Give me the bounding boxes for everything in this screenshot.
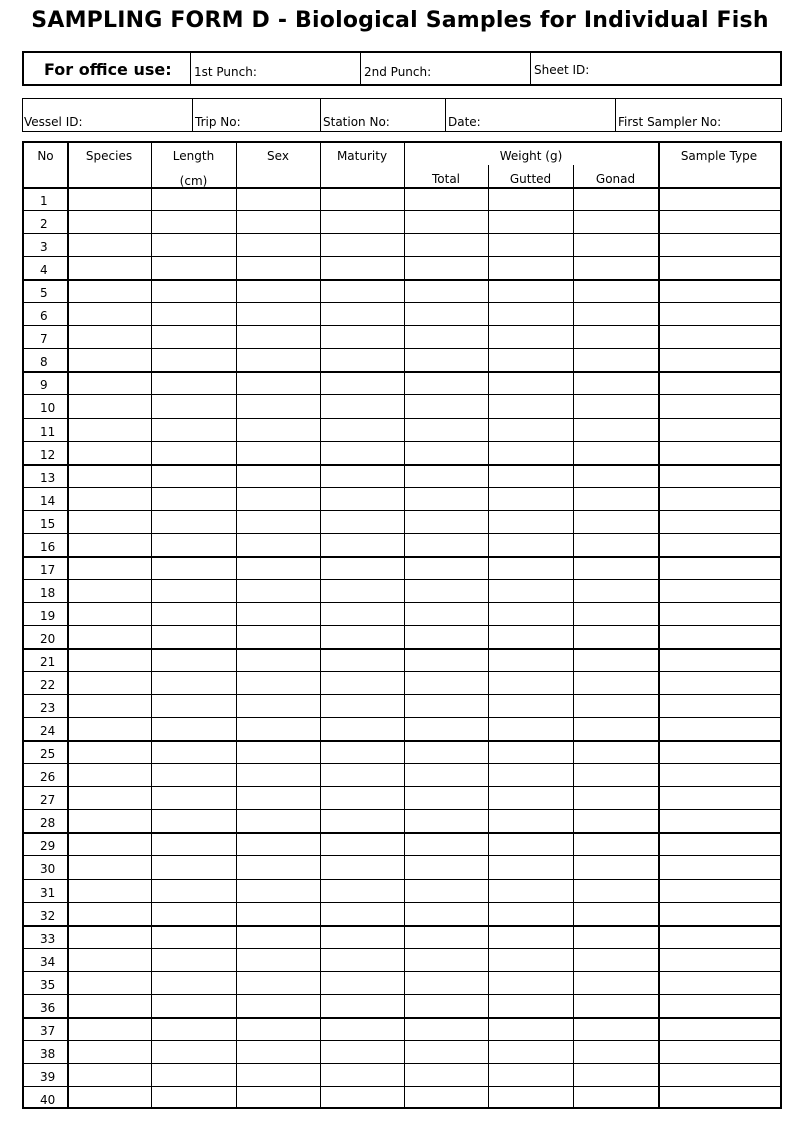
row-number: 39: [40, 1070, 56, 1084]
row-divider: [24, 1017, 780, 1019]
row-divider: [24, 925, 780, 927]
row-number: 15: [40, 517, 56, 531]
row-number: 7: [40, 332, 48, 346]
row-number: 4: [40, 263, 48, 277]
row-divider: [24, 786, 780, 787]
row-number: 10: [40, 401, 56, 415]
header-species: Species: [85, 149, 133, 163]
row-divider: [24, 1040, 780, 1041]
row-number: 29: [40, 839, 56, 853]
row-divider: [24, 902, 780, 903]
first-punch-field[interactable]: 1st Punch:: [190, 53, 360, 84]
row-divider: [24, 763, 780, 764]
row-number: 36: [40, 1001, 56, 1015]
row-number: 19: [40, 609, 56, 623]
row-number: 11: [40, 425, 56, 439]
row-number: 1: [40, 194, 48, 208]
row-number: 28: [40, 816, 56, 830]
header-weight: Weight (g): [499, 149, 563, 163]
row-number: 26: [40, 770, 56, 784]
row-divider: [24, 579, 780, 580]
trip-no-field[interactable]: Trip No:: [192, 99, 320, 131]
header-sample-type: Sample Type: [680, 149, 758, 163]
row-divider: [24, 371, 780, 373]
column-divider: [573, 165, 574, 1107]
date-field[interactable]: Date:: [445, 99, 615, 131]
row-number: 34: [40, 955, 56, 969]
row-divider: [24, 418, 780, 419]
row-divider: [24, 809, 780, 810]
row-divider: [24, 879, 780, 880]
office-use-label: For office use:: [44, 60, 172, 79]
sheet-id-field[interactable]: Sheet ID:: [530, 53, 780, 84]
row-divider: [24, 1063, 780, 1064]
row-number: 18: [40, 586, 56, 600]
row-divider: [24, 233, 780, 234]
row-divider: [24, 1086, 780, 1087]
sample-table: [22, 141, 782, 1109]
office-use-section: [22, 51, 782, 86]
header-no: No: [37, 149, 54, 163]
row-divider: [24, 740, 780, 742]
row-number: 24: [40, 724, 56, 738]
row-number: 2: [40, 217, 48, 231]
station-no-field[interactable]: Station No:: [320, 99, 445, 131]
header-length: Length: [172, 149, 215, 163]
row-number: 25: [40, 747, 56, 761]
row-divider: [24, 717, 780, 718]
row-number: 32: [40, 909, 56, 923]
row-divider: [24, 533, 780, 534]
row-number: 40: [40, 1093, 56, 1107]
row-divider: [24, 441, 780, 442]
row-number: 27: [40, 793, 56, 807]
row-number: 12: [40, 448, 56, 462]
row-divider: [24, 302, 780, 303]
header-maturity: Maturity: [336, 149, 388, 163]
row-number: 17: [40, 563, 56, 577]
row-number: 16: [40, 540, 56, 554]
row-divider: [24, 279, 780, 281]
row-divider: [24, 625, 780, 626]
row-number: 22: [40, 678, 56, 692]
row-divider: [24, 948, 780, 949]
row-divider: [24, 394, 780, 395]
row-number: 38: [40, 1047, 56, 1061]
first-sampler-no-field[interactable]: First Sampler No:: [615, 99, 781, 131]
trip-info-section: [22, 98, 782, 132]
row-number: 21: [40, 655, 56, 669]
row-divider: [24, 855, 780, 856]
row-divider: [24, 694, 780, 695]
row-number: 9: [40, 378, 48, 392]
row-number: 35: [40, 978, 56, 992]
row-number: 3: [40, 240, 48, 254]
row-number: 31: [40, 886, 56, 900]
vessel-id-field[interactable]: Vessel ID:: [24, 115, 83, 129]
row-number: 13: [40, 471, 56, 485]
row-divider: [24, 832, 780, 834]
row-number: 6: [40, 309, 48, 323]
header-weight-gonad: Gonad: [595, 172, 636, 186]
row-number: 5: [40, 286, 48, 300]
row-divider: [24, 464, 780, 466]
header-length-unit: (cm): [179, 174, 208, 188]
row-divider: [24, 994, 780, 995]
row-number: 23: [40, 701, 56, 715]
header-weight-gutted: Gutted: [509, 172, 552, 186]
row-number: 20: [40, 632, 56, 646]
row-number: 8: [40, 355, 48, 369]
column-divider: [488, 165, 489, 1107]
row-divider: [24, 210, 780, 211]
row-divider: [24, 510, 780, 511]
row-divider: [24, 256, 780, 257]
row-divider: [24, 325, 780, 326]
second-punch-field[interactable]: 2nd Punch:: [360, 53, 530, 84]
row-divider: [24, 602, 780, 603]
header-divider: [24, 187, 780, 189]
row-divider: [24, 556, 780, 558]
row-divider: [24, 971, 780, 972]
row-divider: [24, 671, 780, 672]
row-number: 14: [40, 494, 56, 508]
header-sex: Sex: [267, 149, 289, 163]
row-divider: [24, 648, 780, 650]
row-number: 33: [40, 932, 56, 946]
header-weight-total: Total: [431, 172, 461, 186]
row-divider: [24, 348, 780, 349]
row-number: 30: [40, 862, 56, 876]
row-divider: [24, 487, 780, 488]
page-title: SAMPLING FORM D - Biological Samples for Individual Fish: [31, 8, 769, 33]
row-number: 37: [40, 1024, 56, 1038]
